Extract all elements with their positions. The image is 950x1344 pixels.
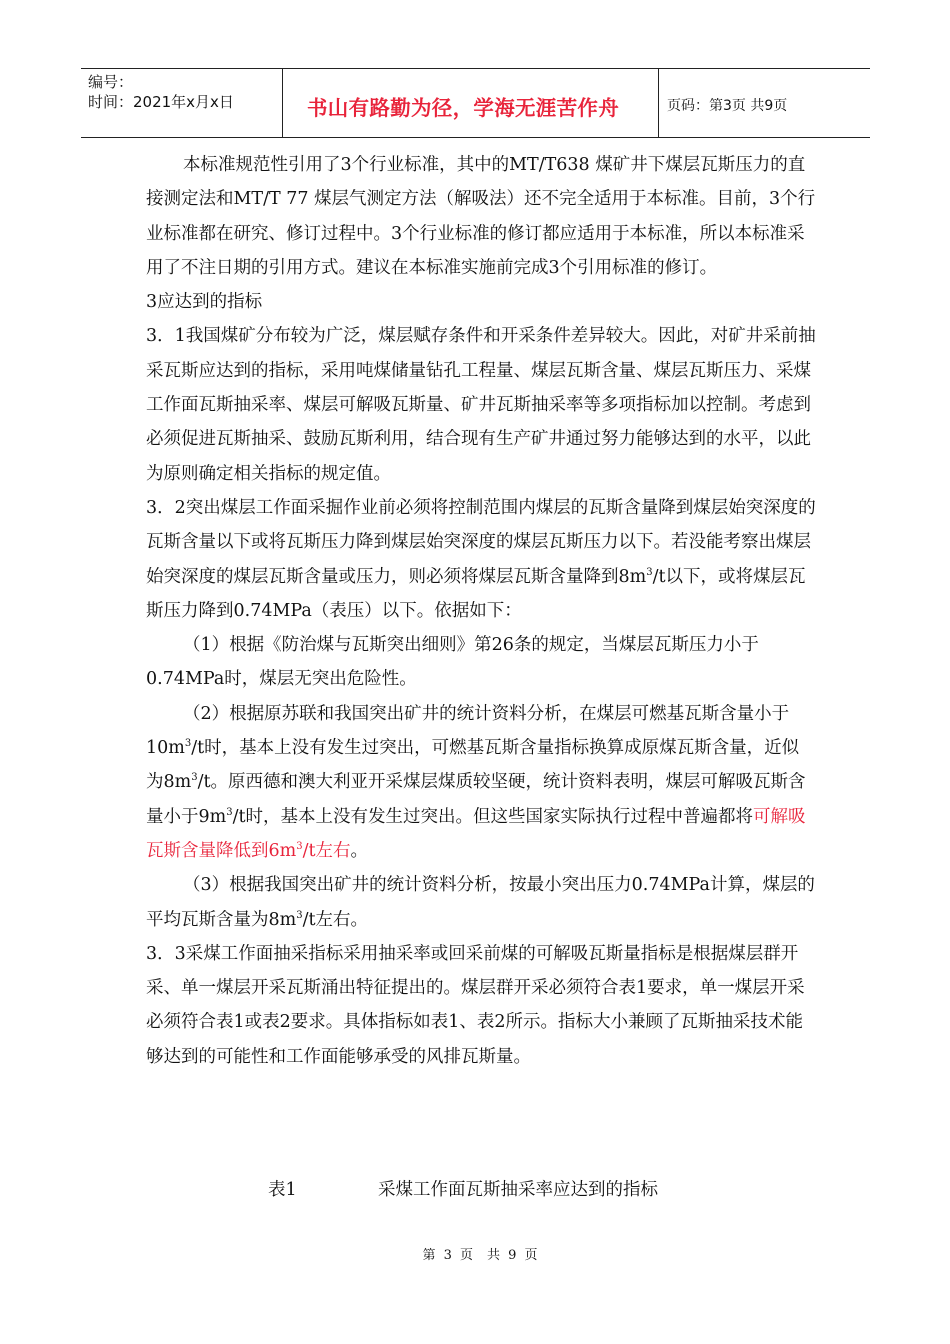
basis-item-2: （2）根据原苏联和我国突出矿井的统计资料分析，在煤层可燃基瓦斯含量小于$10m^3/t$时，基本上没有发生过突出，可燃基瓦斯含量指标换算成原煤瓦斯含量，近似为$8m^3/t$。原西德和澳大利亚开采煤层煤质较坚硬，统计资料表明，煤层可解吸瓦斯含量小于$9m^3/t$时，基本上没有发生过突出。但这些国家实际执行过程中普遍都将可解吸瓦斯含量降低到$6m^3/t$左右。 — [146, 703, 806, 861]
basis-item-3: （3）根据我国突出矿井的统计资料分析，按最小突出压力0.74MPa计算，煤层的平均瓦斯含量为$8m^3/t$左右。 — [146, 875, 815, 930]
paragraph-3-1: 3．1我国煤矿分布较为广泛，煤层赋存条件和开采条件差异较大。因此，对矿井采前抽采瓦斯应达到的指标，采用吨煤储量钻孔工程量、煤层瓦斯含量、煤层瓦斯压力、采煤工作面瓦斯抽采率、煤层可解吸瓦斯量、矿井瓦斯抽采率等多项指标加以控制。考虑到必须促进瓦斯抽采、鼓励瓦斯利用，结合现有生产矿井通过努力能够达到的水平，以此为原则确定相关指标的规定值。 — [146, 326, 816, 484]
table-caption — [268, 1176, 658, 1201]
header-meta-cell — [81, 69, 283, 137]
page-footer — [0, 1244, 950, 1263]
paragraph-3-2: 3．2突出煤层工作面采掘作业前必须将控制范围内煤层的瓦斯含量降到煤层始突深度的瓦斯含量以下或将瓦斯压力降到煤层始突深度的煤层瓦斯压力以下。若没能考察出煤层始突深度的煤层瓦斯含量或压力，则必须将煤层瓦斯含量降到$8m^3/t$以下，或将煤层瓦斯压力降到0.74MPa（表压）以下。依据如下： — [146, 497, 816, 621]
basis-item-1: （1）根据《防治煤与瓦斯突出细则》第26条的规定，当煤层瓦斯压力小于0.74MPa时，煤层无突出危险性。 — [146, 635, 759, 690]
document-body — [146, 148, 816, 1074]
document-date: 时间：2021年x月x日 — [88, 93, 234, 111]
header-page-number: 页码：第3页 共9页 — [667, 98, 788, 114]
header-motto: 书山有路勤为径，学海无涯苦作舟 — [307, 96, 619, 120]
page-header — [81, 68, 870, 138]
table-label: 表1 — [268, 1180, 297, 1200]
document-number: 编号： — [88, 73, 134, 91]
highlighted-text: 可解吸瓦斯含量降低到$6m^3/t$左右 — [146, 806, 806, 861]
paragraph-references: 本标准规范性引用了3个行业标准，其中的MT/T638 煤矿井下煤层瓦斯压力的直接测定法和MT/T 77 煤层气测定方法（解吸法）还不完全适用于本标准。目前，3个行业标准都在研究、修订过程中。3个行业标准的修订都应适用于本标准，所以本标准采用了不注日期的引用方式。建议在本标准实施前完成3个引用标准的修订。 — [146, 155, 816, 278]
footer-page: 第 3 页 — [422, 1248, 475, 1263]
footer-total: 共 9 页 — [487, 1248, 540, 1263]
header-page-cell — [659, 69, 870, 137]
paragraph-3-3: 3．3采煤工作面抽采指标采用抽采率或回采前煤的可解吸瓦斯量指标是根据煤层群开采、单一煤层开采瓦斯涌出特征提出的。煤层群开采必须符合表1要求，单一煤层开采必须符合表1或表2要求。具体指标如表1、表2所示。指标大小兼顾了瓦斯抽采技术能够达到的可能性和工作面能够承受的风排瓦斯量。 — [146, 943, 805, 1067]
section-heading: 3应达到的指标 — [146, 292, 263, 313]
table-title: 采煤工作面瓦斯抽采率应达到的指标 — [378, 1180, 658, 1200]
header-motto-cell — [283, 69, 659, 137]
